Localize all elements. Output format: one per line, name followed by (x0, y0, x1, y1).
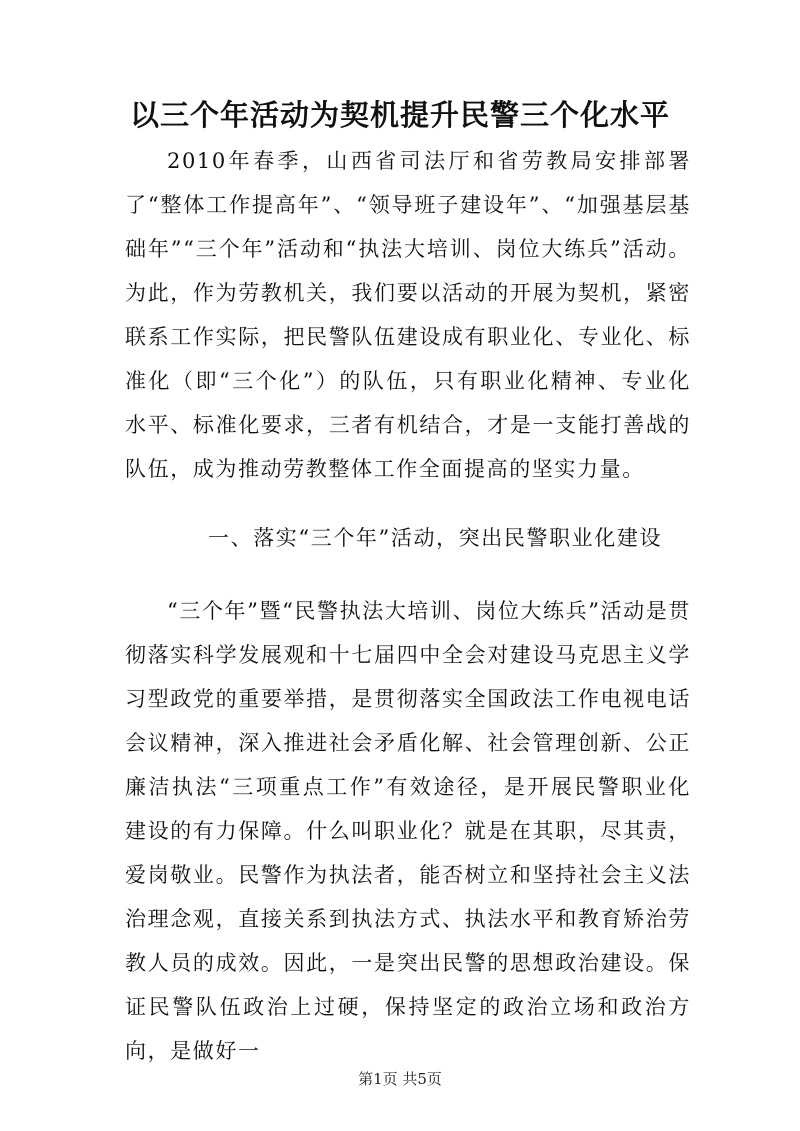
section-heading: 一、落实“三个年”活动，突出民警职业化建设 (208, 526, 663, 550)
document-title: 以三个年活动为契机提升民警三个化水平 (129, 98, 670, 132)
paragraph-body: “三个年”暨“民警执法大培训、岗位大练兵”活动是贯彻落实科学发展观和十七届四中全会对建设马克思主义学习型政党的重要举措，是贯彻落实全国政法工作电视电话会议精神，深入推进社会矛盾化解、社会管理创新、公正廉洁执法“三项重点工作”有效途径，是开展民警职业化建设的有力保障。什么叫职业化？就是在其职，尽其责，爱岗敬业。民警作为执法者，能否树立和坚持社会主义法治理念观，直接关系到执法方式、执法水平和教育矫治劳教人员的成效。因此，一是突出民警的思想政治建设。保证民警队伍政治上过硬，保持坚定的政治立场和政治方向，是做好一 (125, 599, 691, 1063)
paragraph-intro: 2010年春季，山西省司法厅和省劳教局安排部署了“整体工作提高年”、“领导班子建设年”、“加强基层基础年”“三个年”活动和“执法大培训、岗位大练兵”活动。为此，作为劳教机关，我们要以活动的开展为契机，紧密联系工作实际，把民警队伍建设成有职业化、专业化、标准化（即“三个化”）的队伍，只有职业化精神、专业化水平、标准化要求，三者有机结合，才是一支能打善战的队伍，成为推动劳教整体工作全面提高的坚实力量。 (125, 149, 691, 481)
page-footer: 第1页 共5页 (358, 1070, 442, 1088)
